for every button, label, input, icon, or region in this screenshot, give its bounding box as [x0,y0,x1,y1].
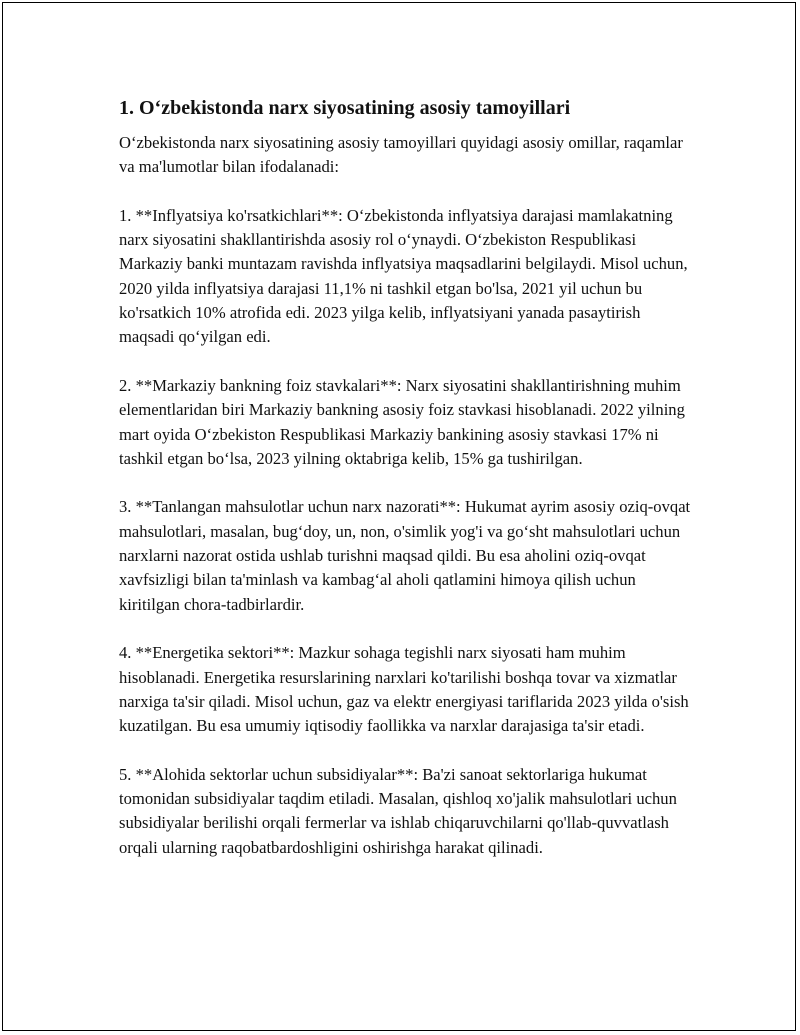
paragraph-interest-rates: 2. **Markaziy bankning foiz stavkalari**: Narx siyosatini shakllantirishning muhim elementlaridan biri Markaziy bankning asosiy foiz stavkasi hisoblanadi. 2022 yilning mart oyida O‘zbekiston Respublikasi Markaziy bankining asosiy stavkasi 17% ni tashkil etgan bo‘lsa, 2023 yilning oktabriga kelib, 15% ga tushirilgan. [119,375,685,468]
paragraph-energy-sector: 4. **Energetika sektori**: Mazkur sohaga tegishli narx siyosati ham muhim hisoblanadi. Energetika resurslarining narxlari ko'tarilishi boshqa tovar va xizmatlar narxiga ta'sir qiladi. Misol uchun, gaz va elektr energiyasi tariflarida 2023 yilda o'sish kuzatilgan. Bu esa umumiy iqtisodiy faollikka va narxlar darajasiga ta'sir etadi. [119,643,689,736]
intro-paragraph: O‘zbekistonda narx siyosatining asosiy tamoyillari quyidagi asosiy omillar, raqamlar va ma'lumotlar bilan ifodalanadi: [119,133,683,177]
document-body [119,95,699,884]
section-title: 1. O‘zbekistonda narx siyosatining asosiy tamoyillari [119,97,571,119]
paragraph-subsidies: 5. **Alohida sektorlar uchun subsidiyalar**: Ba'zi sanoat sektorlariga hukumat tomonidan subsidiyalar taqdim etiladi. Masalan, qishloq xo'jalik mahsulotlari uchun subsidiyalar berilishi orqali fermerlar va ishlab chiqaruvchilarni qo'llab-quvvatlash orqali ularning raqobatbardoshligini oshirishga harakat qilinadi. [119,764,677,857]
document-page [2,2,796,1031]
paragraph-inflation: 1. **Inflyatsiya ko'rsatkichlari**: O‘zbekistonda inflyatsiya darajasi mamlakatning narx siyosatini shakllantirishda asosiy rol o‘ynaydi. O‘zbekiston Respublikasi Markaziy banki muntazam ravishda inflyatsiya maqsadlarini belgilaydi. Misol uchun, 2020 yilda inflyatsiya darajasi 11,1% ni tashkil etgan bo'lsa, 2021 yil uchun bu ko'rsatkich 10% atrofida edi. 2023 yilga kelib, inflyatsiyani yanada pasaytirish maqsadi qo‘yilgan edi. [119,205,688,347]
paragraph-price-control: 3. **Tanlangan mahsulotlar uchun narx nazorati**: Hukumat ayrim asosiy oziq-ovqat mahsulotlari, masalan, bug‘doy, un, non, o'simlik yog'i va go‘sht mahsulotlari uchun narxlarni nazorat ostida ushlab turishni maqsad qildi. Bu esa aholini oziq-ovqat xavfsizligi bilan ta'minlash va kambag‘al aholi qatlamini himoya qilish uchun kiritilgan chora-tadbirlardir. [119,497,691,614]
